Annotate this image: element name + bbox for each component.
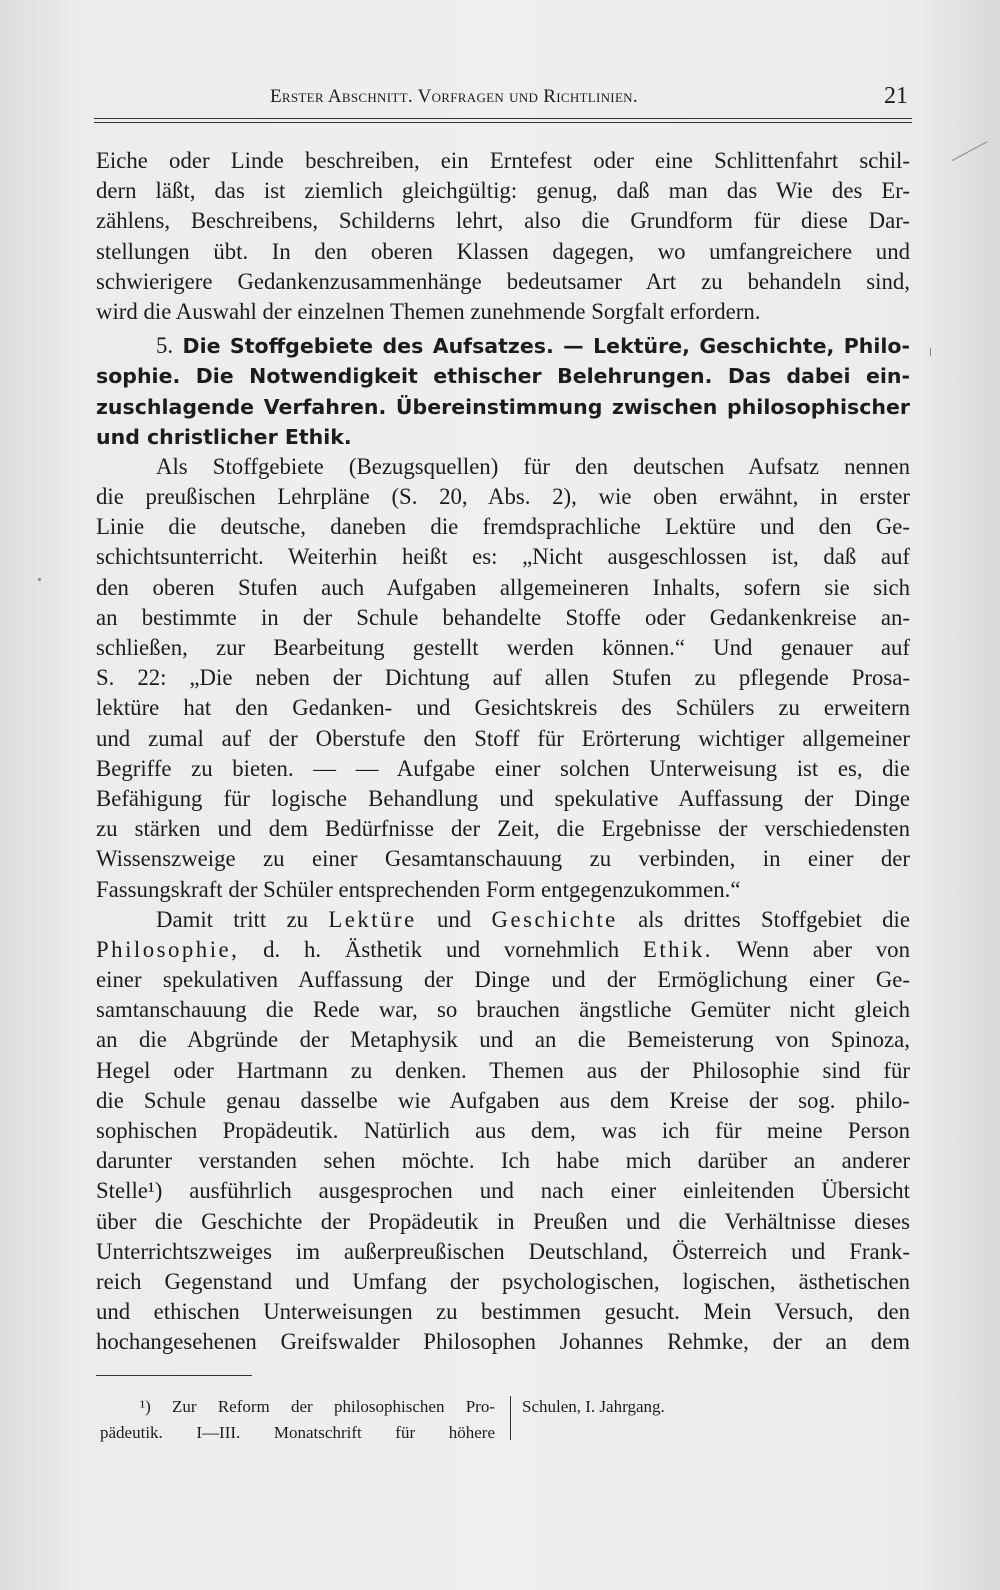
text-line: dern läßt, das ist ziemlich gleichgültig: genug, daß man das Wie des Er- xyxy=(96,178,910,204)
margin-speck xyxy=(930,348,931,356)
text-line: an bestimmte in der Schule behandelte Stoffe oder Gedankenkreise an- xyxy=(96,604,910,630)
footnote-column-right xyxy=(522,1394,665,1420)
text-line: Unterrichtszweiges im außerpreußischen Deutschland, Österreich und Frank- xyxy=(96,1238,910,1264)
section-heading-line: und christlicher Ethik. xyxy=(96,424,352,449)
text-line: Wissenszweige zu einer Gesamtanschauung zu verbinden, in einer der xyxy=(96,846,910,872)
text-span: als drittes Stoffgebiet die xyxy=(638,906,910,932)
text-line: Stelle¹) ausführlich ausgesprochen und nach einer einleitenden Übersicht xyxy=(96,1178,910,1204)
text-line: hochangesehenen Greifswalder Philosophen Johannes Rehmke, der an dem xyxy=(96,1329,910,1355)
body-text xyxy=(96,146,910,1358)
section-heading-line xyxy=(96,331,910,361)
text-line: schwierigere Gedankenzusammenhänge bedeutsamer Art zu behandeln sind, xyxy=(96,268,910,294)
footnote-column-left xyxy=(100,1394,495,1446)
text-line: schichtsunterricht. Weiterhin heißt es: „Nicht ausgeschlossen ist, daß auf xyxy=(96,544,910,570)
spaced-term: Lektüre xyxy=(328,906,417,932)
text-line: S. 22: „Die neben der Dichtung auf allen Stufen zu pflegende Prosa- xyxy=(96,665,910,691)
page-number: 21 xyxy=(884,83,908,109)
text-line: schließen, zur Bearbeitung gestellt werden können.“ Und genauer auf xyxy=(96,635,910,660)
section-heading-line: zuschlagende Verfahren. Übereinstimmung zwischen philosophischer xyxy=(96,394,910,419)
paragraph-3 xyxy=(96,905,910,1358)
text-line: Als Stoffgebiete (Bezugsquellen) für den deutschen Aufsatz nennen xyxy=(156,453,910,479)
spaced-term: Ethik. xyxy=(642,936,714,962)
text-line xyxy=(96,935,910,965)
section-number: 5. xyxy=(156,333,174,359)
text-line: Linie die deutsche, daneben die fremdsprachliche Lektüre und den Ge- xyxy=(96,514,910,540)
page-header xyxy=(98,83,910,116)
text-line: Begriffe zu bieten. — — Aufgabe einer solchen Unterweisung ist es, die xyxy=(96,755,910,781)
section-heading-line: sophie. Die Notwendigkeit ethischer Belehrungen. Das dabei ein- xyxy=(96,364,910,389)
running-head: Erster Abschnitt. Vorfragen und Richtlinien. xyxy=(270,86,638,107)
text-line: Fassungskraft der Schüler entsprechenden Form entgegenzukommen.“ xyxy=(96,876,741,902)
text-line: zählens, Beschreibens, Schilderns lehrt, also die Grundform für diese Dar- xyxy=(96,208,910,234)
text-line: reich Gegenstand und Umfang der psychologischen, logischen, ästhetischen xyxy=(96,1268,910,1294)
footnote-column-divider xyxy=(510,1396,511,1440)
text-line: an die Abgründe der Metaphysik und an die Bemeisterung von Spinoza, xyxy=(96,1027,910,1053)
header-rule-lower xyxy=(94,122,912,123)
paragraph-1 xyxy=(96,146,910,327)
text-line: Befähigung für logische Behandlung und spekulative Auffassung der Dinge xyxy=(96,785,910,811)
text-line: samtanschauung die Rede war, so brauchen ängstliche Gemüter nicht gleich xyxy=(96,997,910,1023)
text-line: einer spekulativen Auffassung der Dinge und der Ermöglichung einer Ge- xyxy=(96,967,910,993)
section-heading-text: Die Stoffgebiete des Aufsatzes. — Lektüre, Geschichte, Philo- xyxy=(182,334,910,359)
text-line: darunter verstanden sehen möchte. Ich habe mich darüber an anderer xyxy=(96,1148,910,1174)
footnote-rule xyxy=(96,1375,252,1376)
text-line: lektüre hat den Gedanken- und Gesichtskreis des Schülers zu erweitern xyxy=(96,695,910,721)
text-line: die Schule genau dasselbe wie Aufgaben aus dem Kreise der sog. philo- xyxy=(96,1087,910,1113)
margin-speck xyxy=(38,578,41,581)
text-line xyxy=(96,905,910,935)
margin-pencil-mark xyxy=(952,141,988,161)
text-line: und ethischen Unterweisungen zu bestimmen gesucht. Mein Versuch, den xyxy=(96,1299,910,1325)
text-line: über die Geschichte der Propädeutik in Preußen und die Verhältnisse dieses xyxy=(96,1208,910,1234)
text-line: Hegel oder Hartmann zu denken. Themen aus der Philosophie sind für xyxy=(96,1057,910,1083)
text-span: und xyxy=(437,906,472,932)
text-span: d. h. Ästhetik und vornehmlich xyxy=(263,936,620,962)
text-line: zu stärken und dem Bedürfnisse der Zeit, die Ergebnisse der verschiedensten xyxy=(96,816,910,842)
text-line: wird die Auswahl der einzelnen Themen zunehmende Sorgfalt erfordern. xyxy=(96,298,761,324)
spaced-term: Philosophie, xyxy=(96,936,240,962)
text-line: den oberen Stufen auch Aufgaben allgemeineren Inhalts, sofern sie sich xyxy=(96,574,910,600)
text-line: Eiche oder Linde beschreiben, ein Erntefest oder eine Schlittenfahrt schil- xyxy=(96,148,910,173)
text-line: die preußischen Lehrpläne (S. 20, Abs. 2), wie oben erwähnt, in erster xyxy=(96,484,910,510)
spaced-term: Geschichte xyxy=(491,906,618,932)
paragraph-2 xyxy=(96,452,910,905)
section-heading xyxy=(96,331,910,452)
text-line: sophischen Propädeutik. Natürlich aus dem, was ich für meine Person xyxy=(96,1118,910,1143)
text-line: und zumal auf der Oberstufe den Stoff für Erörterung wichtiger allgemeiner xyxy=(96,725,910,751)
text-line: stellungen übt. In den oberen Klassen dagegen, wo umfangreichere und xyxy=(96,238,910,264)
text-span: Wenn aber von xyxy=(736,936,910,962)
footnote-line: pädeutik. I—III. Monatschrift für höhere xyxy=(100,1423,495,1442)
footnote-line: ¹) Zur Reform der philosophischen Pro- xyxy=(140,1397,495,1416)
footnote-line: Schulen, I. Jahrgang. xyxy=(522,1397,665,1416)
header-rule-upper xyxy=(94,118,912,119)
text-span: Damit tritt zu xyxy=(156,906,309,932)
